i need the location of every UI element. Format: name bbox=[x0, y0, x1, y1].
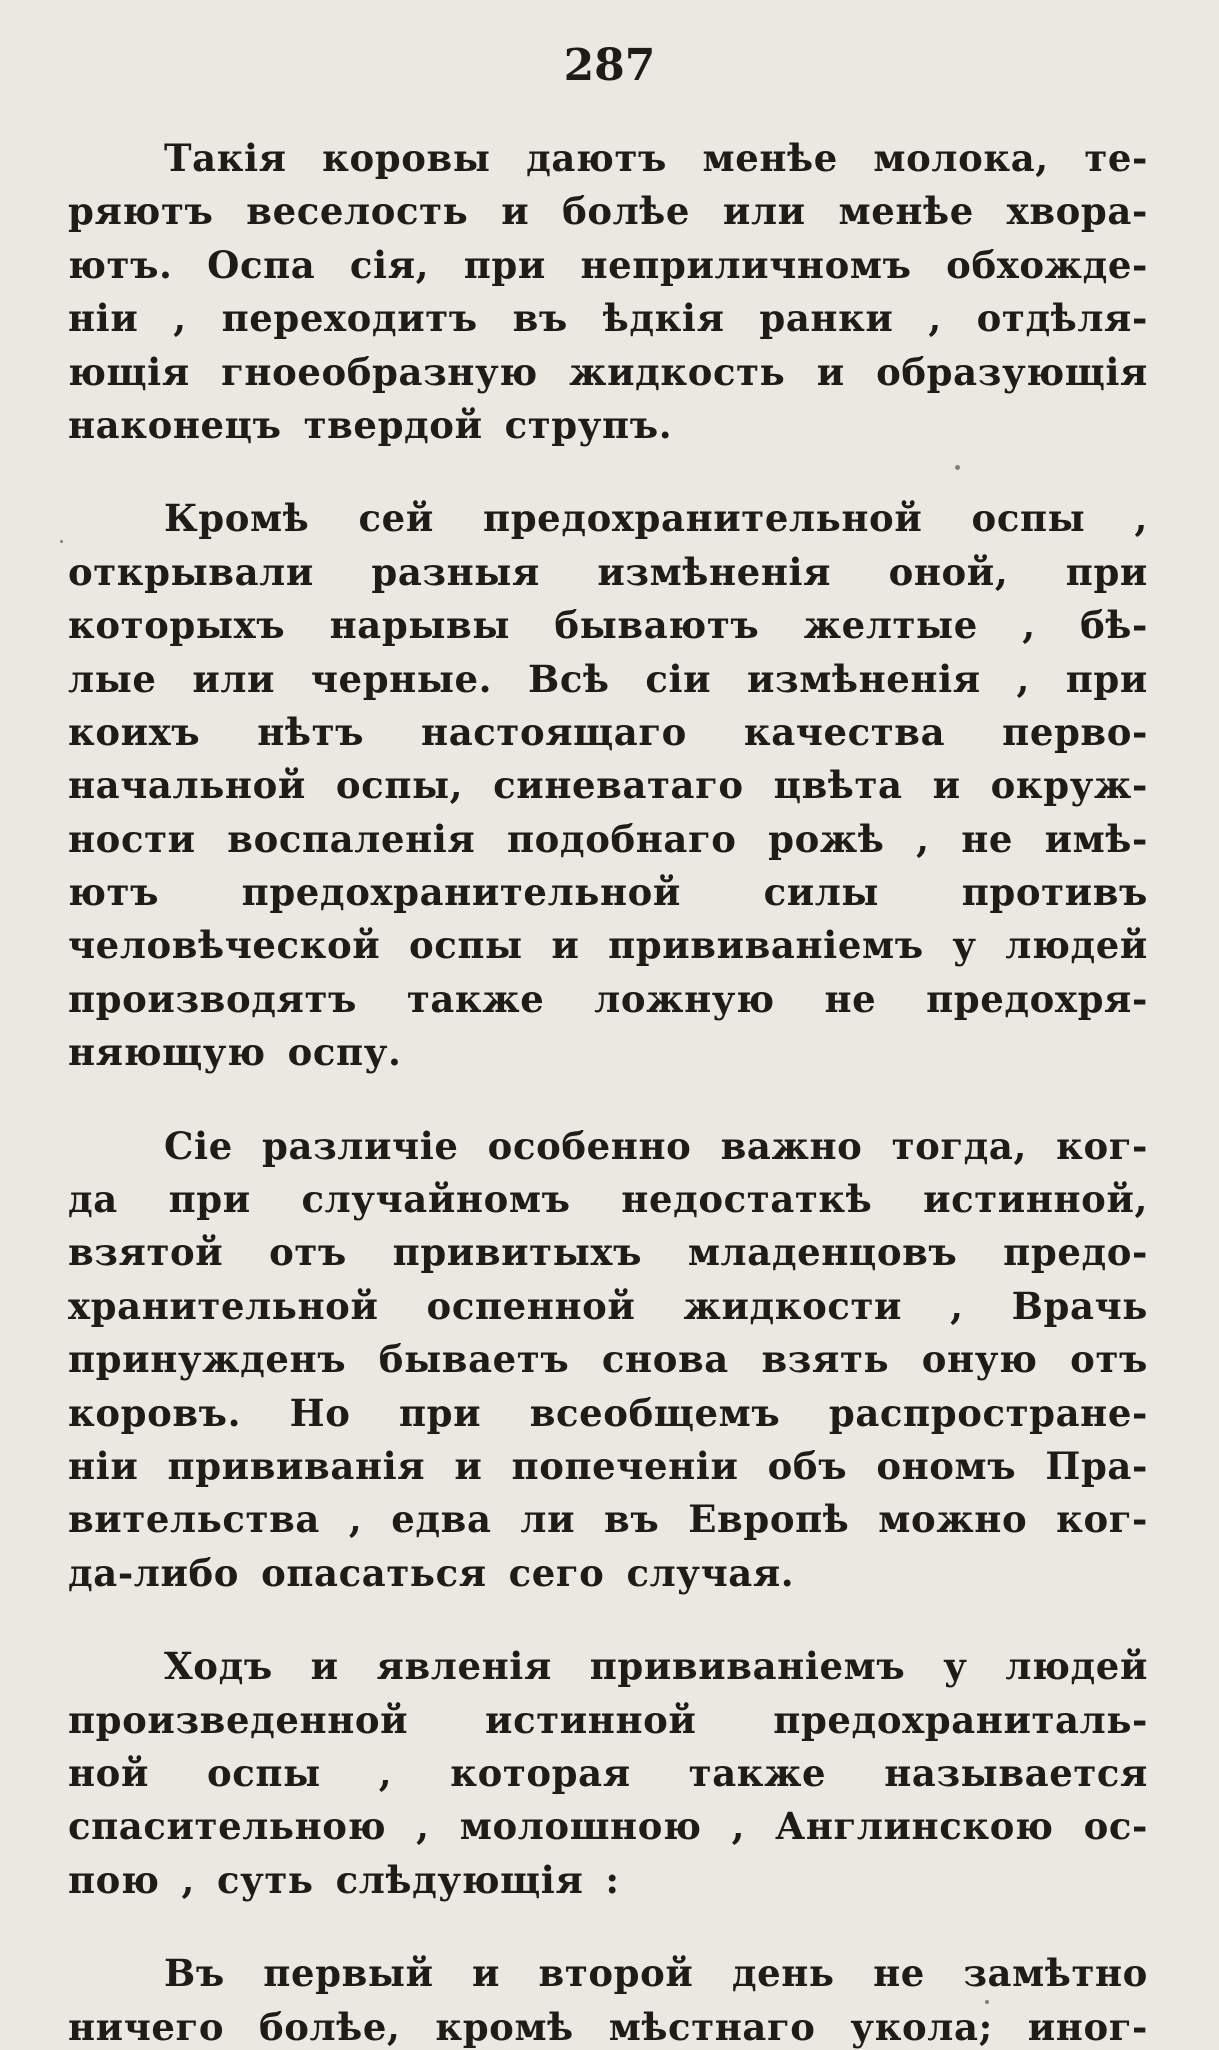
text-line: ютъ. Оспа сія, при неприличномъ обхожде- bbox=[68, 242, 1148, 287]
text-line: взятой отъ привитыхъ младенцовъ предо- bbox=[68, 1230, 1148, 1275]
text-line: ніи , переходитъ въ ѣдкія ранки , отдѣля- bbox=[68, 296, 1148, 341]
text-line: Въ первый и второй день не замѣтно bbox=[164, 1951, 1148, 1996]
paragraph bbox=[68, 132, 1148, 452]
text-line: начальной оспы, синеватаго цвѣта и окруж- bbox=[68, 763, 1148, 808]
text-line: Ходъ и явленія прививаніемъ у людей bbox=[164, 1644, 1148, 1689]
text-line: вительства , едва ли въ Европѣ можно ког- bbox=[68, 1497, 1148, 1542]
text-line: ніи прививанія и попеченіи объ ономъ Пра- bbox=[68, 1443, 1148, 1488]
text-line: спасительною , молошною , Англинскою ос- bbox=[68, 1804, 1148, 1849]
paragraph bbox=[68, 1640, 1148, 1907]
text-line: наконецъ твердой струпъ. bbox=[68, 402, 673, 447]
text-line: коихъ нѣтъ настоящаго качества перво- bbox=[68, 709, 1148, 754]
text-line: ничего болѣе, кромѣ мѣстнаго укола; иног- bbox=[68, 2004, 1148, 2049]
text-line: ютъ предохранительной силы противъ bbox=[68, 870, 1148, 915]
text-line: производятъ также ложную не предохря- bbox=[68, 976, 1148, 1021]
text-line: да при случайномъ недостаткѣ истинной, bbox=[68, 1177, 1148, 1222]
text-line: Такія коровы даютъ менѣе молока, те- bbox=[164, 136, 1148, 180]
paragraph bbox=[68, 1947, 1148, 2050]
text-line: принужденъ бываетъ снова взять оную отъ bbox=[68, 1337, 1148, 1382]
paragraph bbox=[68, 1120, 1148, 1601]
paragraph bbox=[68, 492, 1148, 1079]
text-line: ющія гноеобразную жидкость и образующія bbox=[68, 349, 1148, 394]
text-line: Сіе различіе особенно важно тогда, ког- bbox=[164, 1123, 1148, 1168]
text-line: пою , суть слѣдующія : bbox=[68, 1857, 620, 1902]
text-line: ности воспаленія подобнаго рожѣ , не имѣ- bbox=[68, 816, 1148, 861]
text-line: лые или черные. Всѣ сіи измѣненія , при bbox=[68, 656, 1148, 701]
page-body-text bbox=[68, 132, 1148, 2050]
page-number: 287 bbox=[563, 40, 656, 91]
text-line: няющую оспу. bbox=[68, 1030, 402, 1075]
text-line: которыхъ нарывы бываютъ желтые , бѣ- bbox=[68, 603, 1148, 648]
text-line: ряютъ веселость и болѣе или менѣе хвора- bbox=[68, 189, 1148, 234]
paper-speck bbox=[955, 465, 960, 470]
text-line: человѣческой оспы и прививаніемъ у людей bbox=[68, 923, 1148, 968]
text-line: да-либо опасаться сего случая. bbox=[68, 1550, 795, 1595]
paper-speck bbox=[60, 540, 63, 543]
text-line: открывали разныя измѣненія оной, при bbox=[68, 549, 1148, 594]
text-line: ной оспы , которая также называется bbox=[68, 1750, 1148, 1795]
text-line: коровъ. Но при всеобщемъ распростране- bbox=[68, 1390, 1148, 1435]
text-line: хранительной оспенной жидкости , Врачь bbox=[68, 1283, 1148, 1328]
paper-speck bbox=[985, 2000, 989, 2004]
text-line: Кромѣ сей предохранительной оспы , bbox=[164, 496, 1148, 541]
text-line: произведенной истинной предохраниталь- bbox=[68, 1697, 1148, 1742]
